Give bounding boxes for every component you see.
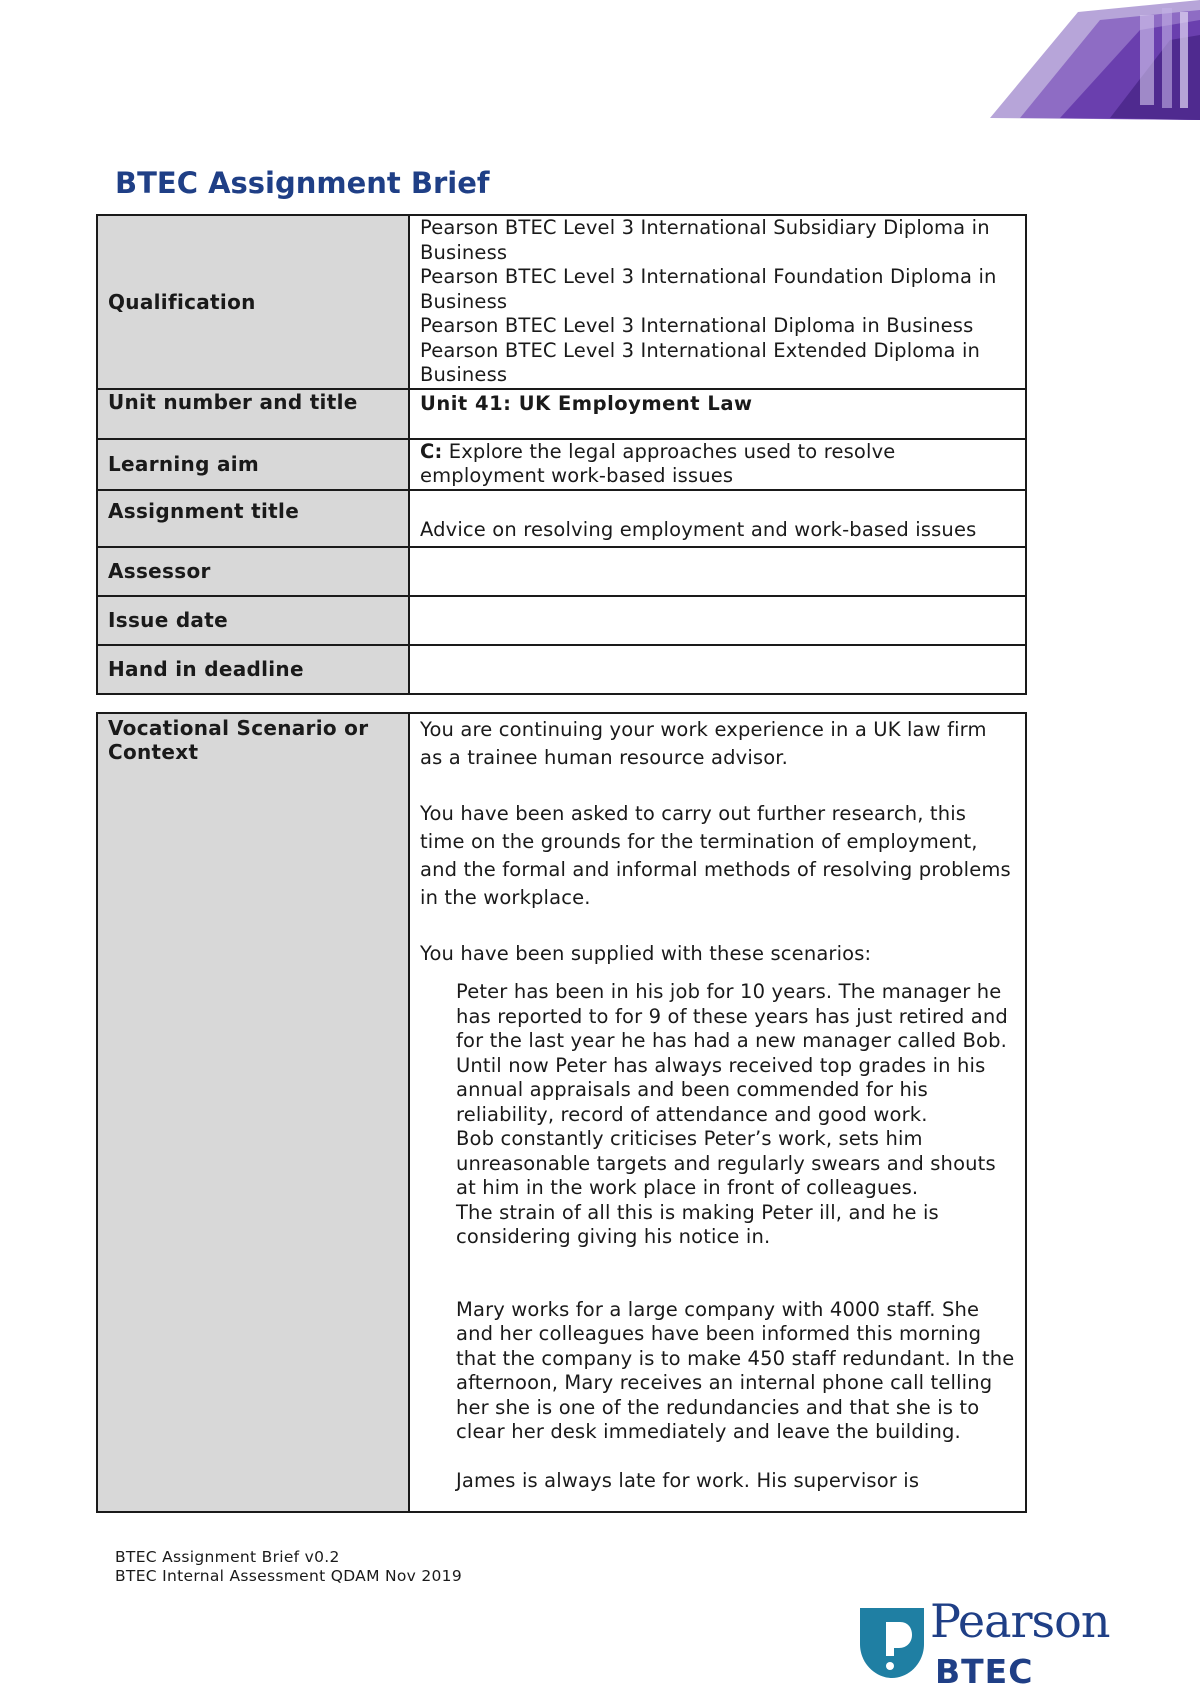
assessor-value bbox=[409, 547, 1026, 596]
issue-date-value bbox=[409, 596, 1026, 645]
scenario-peter-paragraph: Bob constantly criticises Peter’s work, sets him unreasonable targets and regularly swears and shouts at him in the work place in front of colleagues. bbox=[456, 1127, 996, 1199]
hand-in-deadline-label: Hand in deadline bbox=[97, 645, 409, 694]
pearson-logo-text: Pearson bbox=[930, 1594, 1110, 1648]
scenario-intro-paragraph: You have been asked to carry out further research, this time on the grounds for the termination of employment, and the formal and informal methods of resolving problems in the workplace. bbox=[420, 802, 1011, 909]
assessor-label: Assessor bbox=[97, 547, 409, 596]
row-scenario bbox=[97, 713, 1026, 1512]
scenario-value bbox=[409, 713, 1026, 1512]
scenario-peter-paragraph: Peter has been in his job for 10 years. The manager he has reported to for 9 of these years has just retired and for the last year he has had a new manager called Bob. Until now Peter has always received top grades in his annual appraisals and been commended for his reliability, record of attendance and good work. bbox=[456, 980, 1008, 1126]
info-table bbox=[96, 214, 1027, 695]
scenario-mary-paragraph: Mary works for a large company with 4000 staff. She and her colleagues have been informed this morning that the company is to make 450 staff redundant. In the afternoon, Mary receives an internal phone call telling her she is one of the redundancies and that she is to clear her desk immediately and leave the building. bbox=[456, 1297, 1015, 1443]
btec-logo-text: BTEC bbox=[935, 1652, 1034, 1691]
corner-graphic bbox=[990, 0, 1200, 120]
scenario-content bbox=[420, 714, 1015, 1509]
spacer bbox=[420, 1250, 1015, 1298]
row-assessor bbox=[97, 547, 1026, 596]
scenario-peter-paragraph: The strain of all this is making Peter ill, and he is considering giving his notice in. bbox=[456, 1200, 939, 1248]
row-unit bbox=[97, 389, 1026, 439]
spacer bbox=[420, 1445, 1015, 1469]
scenario-intro-paragraph: You have been supplied with these scenarios: bbox=[420, 942, 872, 965]
issue-date-label: Issue date bbox=[97, 596, 409, 645]
scenario-table bbox=[96, 712, 1027, 1513]
unit-title: Unit 41: UK Employment Law bbox=[420, 391, 753, 415]
learning-aim-label: Learning aim bbox=[97, 439, 409, 490]
qualification-line: Pearson BTEC Level 3 International Foundation Diploma in Business bbox=[420, 265, 997, 313]
assignment-title-label: Assignment title bbox=[97, 490, 409, 547]
row-learning-aim bbox=[97, 439, 1026, 490]
footer-version: BTEC Assignment Brief v0.2 bbox=[115, 1548, 340, 1566]
scenario-james-paragraph: James is always late for work. His supervisor is bbox=[456, 1468, 920, 1492]
footer-qdam: BTEC Internal Assessment QDAM Nov 2019 bbox=[115, 1567, 463, 1585]
row-qualification bbox=[97, 215, 1026, 389]
assignment-title-value bbox=[409, 490, 1026, 547]
page-title: BTEC Assignment Brief bbox=[115, 166, 490, 200]
scenario-intro-paragraph: You are continuing your work experience in a UK law firm as a trainee human resource advisor. bbox=[420, 718, 987, 769]
learning-aim-value bbox=[409, 439, 1026, 490]
qualification-label: Qualification bbox=[97, 215, 409, 389]
row-hand-in-deadline bbox=[97, 645, 1026, 694]
assignment-title-text: Advice on resolving employment and work-based issues bbox=[420, 517, 977, 541]
scenario-label: Vocational Scenario or Context bbox=[97, 713, 409, 1512]
row-issue-date bbox=[97, 596, 1026, 645]
qualification-line: Pearson BTEC Level 3 International Subsidiary Diploma in Business bbox=[420, 216, 990, 264]
learning-aim-letter: C: bbox=[420, 439, 443, 463]
unit-value bbox=[409, 389, 1026, 439]
footer bbox=[115, 1548, 462, 1586]
row-assignment-title bbox=[97, 490, 1026, 547]
learning-aim-text: Explore the legal approaches used to resolve employment work-based issues bbox=[420, 439, 896, 487]
unit-label: Unit number and title bbox=[97, 389, 409, 439]
qualification-line: Pearson BTEC Level 3 International Diploma in Business bbox=[420, 314, 974, 337]
hand-in-deadline-value bbox=[409, 645, 1026, 694]
pearson-logo-icon bbox=[860, 1608, 924, 1678]
qualification-value bbox=[409, 215, 1026, 389]
qualification-line: Pearson BTEC Level 3 International Extended Diploma in Business bbox=[420, 338, 981, 386]
